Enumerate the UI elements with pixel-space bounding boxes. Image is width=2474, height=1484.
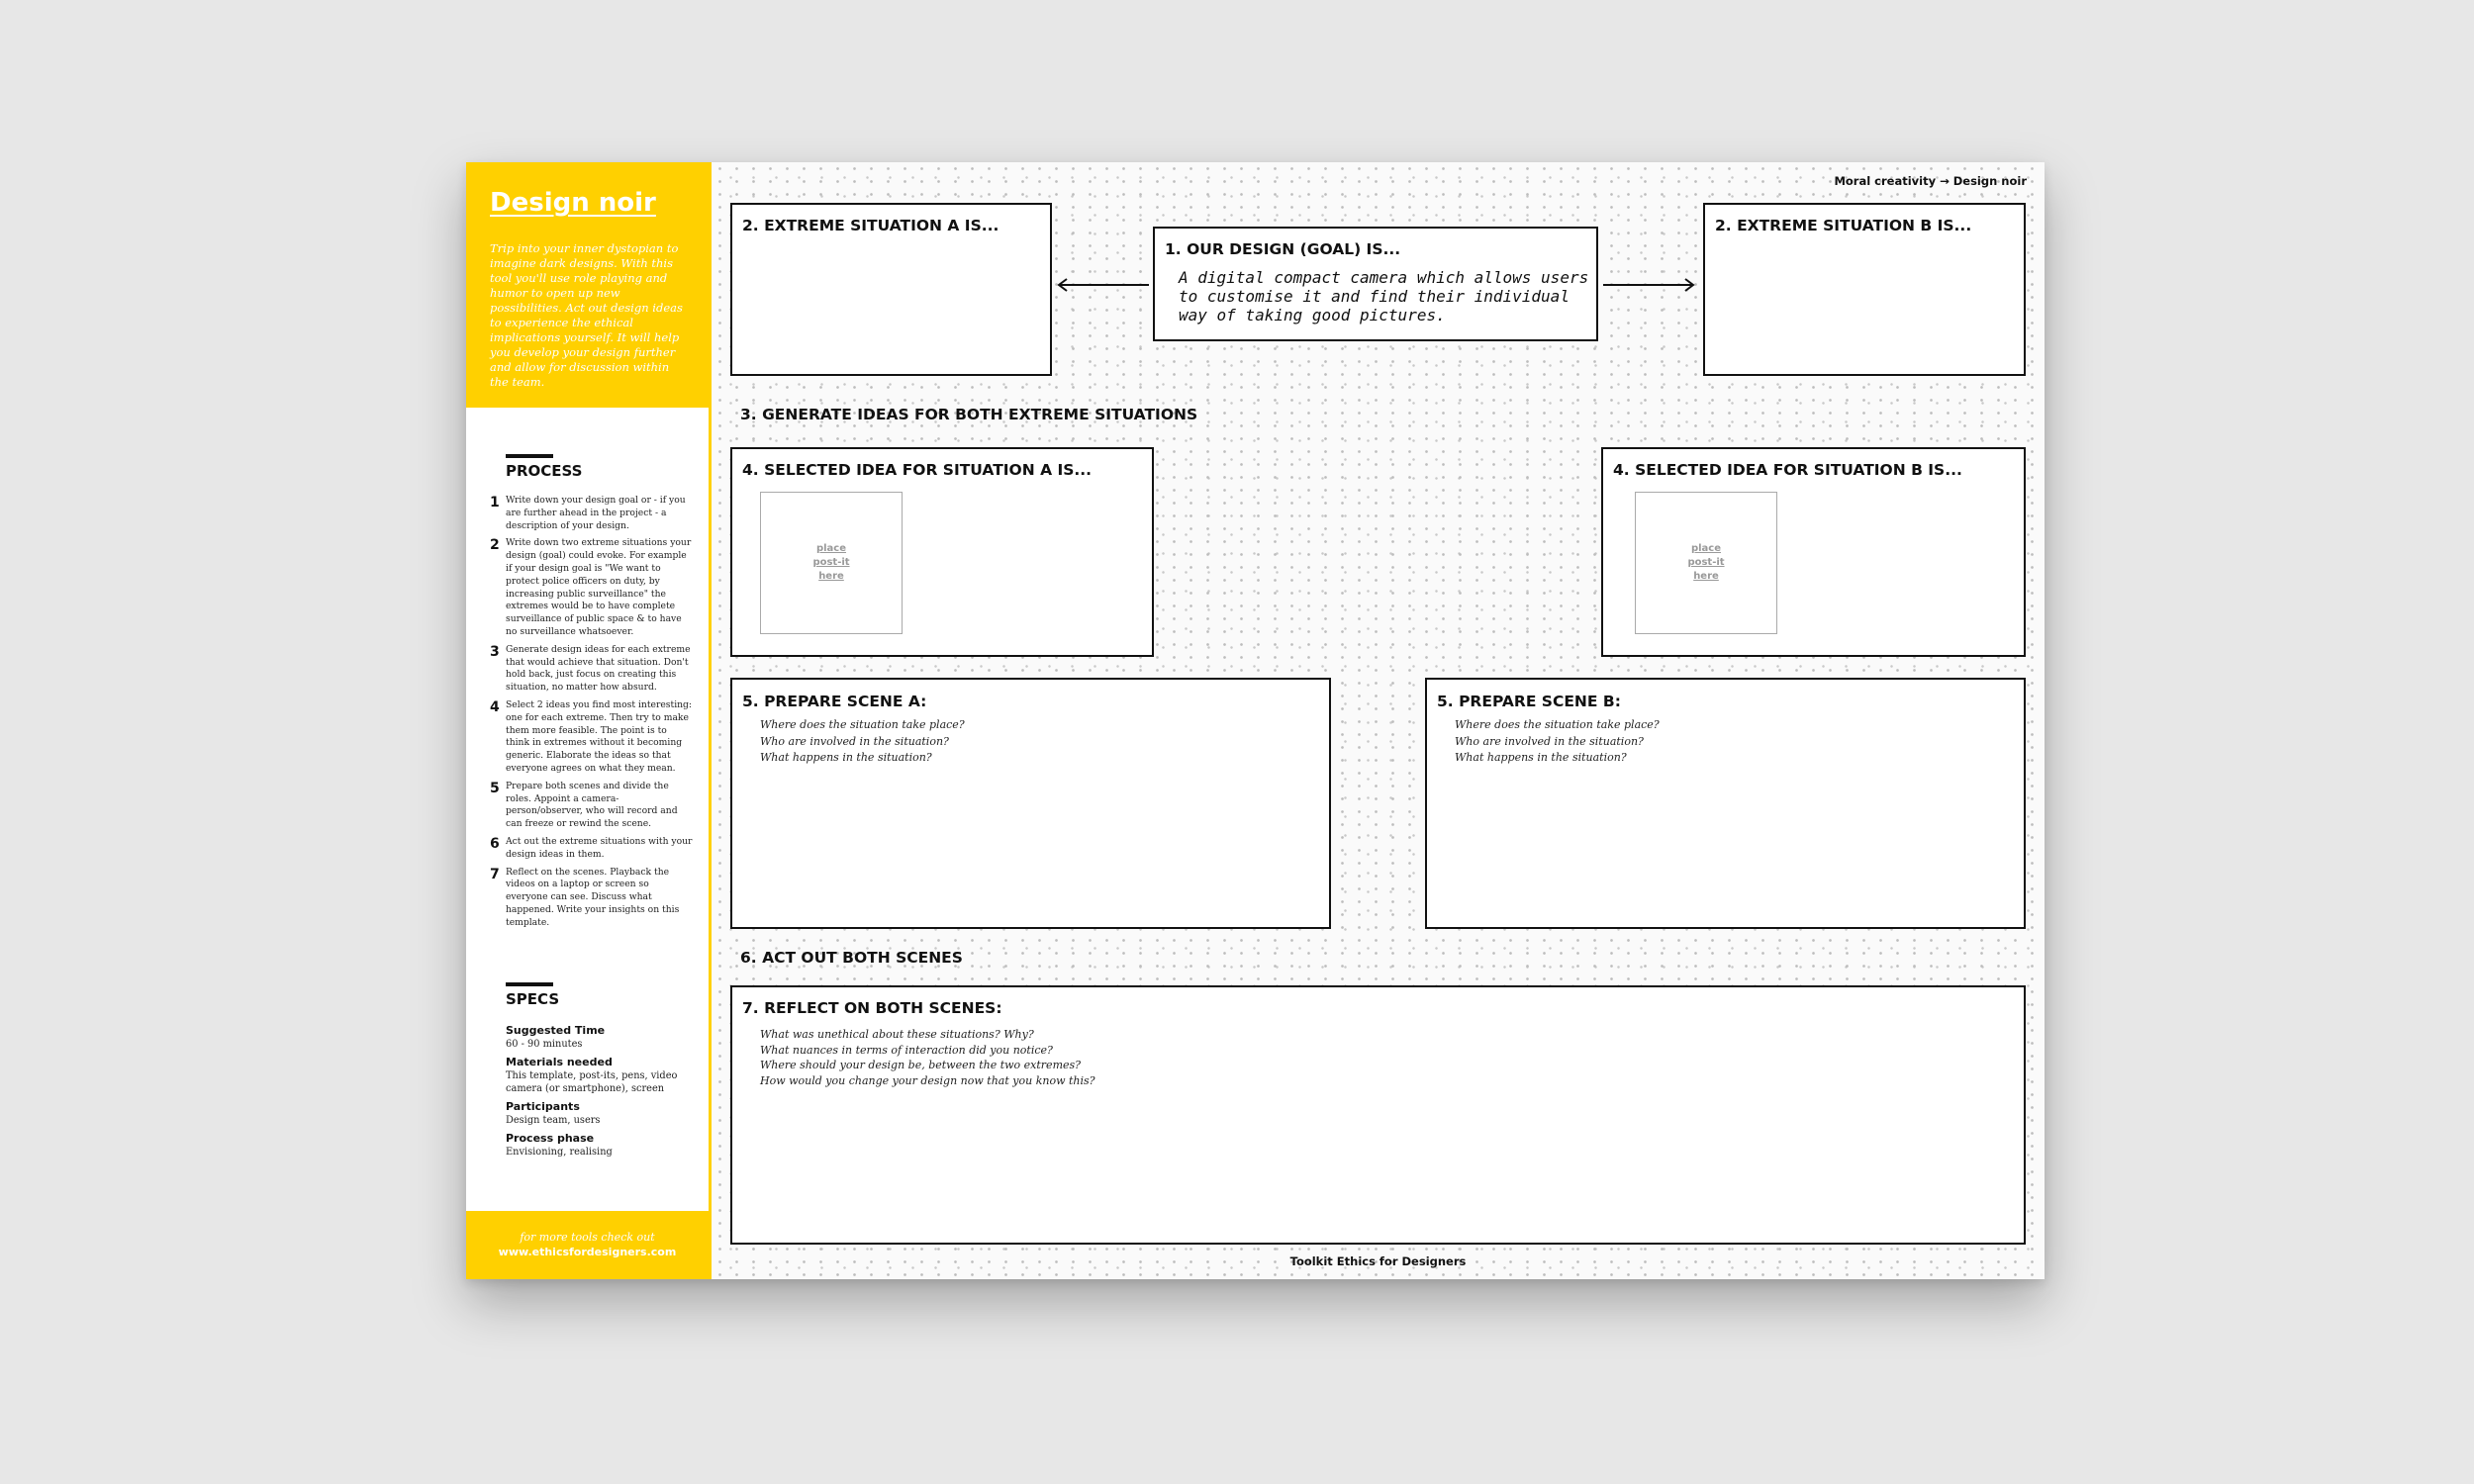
generate-ideas-heading: 3. GENERATE IDEAS FOR BOTH EXTREME SITUATIONS — [740, 406, 1198, 423]
scene-a-questions — [760, 717, 965, 767]
question: Who are involved in the situation? — [1455, 734, 1644, 748]
process-rule — [506, 454, 553, 458]
arrow-left-icon — [1056, 277, 1151, 293]
question: Where should your design be, between the two extremes? — [760, 1059, 1082, 1071]
spec-label: Process phase — [506, 1132, 595, 1145]
question: Where does the situation take place? — [760, 718, 965, 731]
tool-title: Design noir — [490, 188, 656, 218]
sidebar-header — [466, 162, 709, 408]
step-text: Write down two extreme situations your design (goal) could evoke. For example if your design goal is "We want to protect police officers on duty, by increasing public surveillance" the extremes would be to have complete surveillance of public space & to have no surveillance whatsoever. — [506, 537, 692, 637]
question: How would you change your design now that you know this? — [760, 1073, 1095, 1087]
process-steps — [490, 495, 693, 935]
prepare-scene-b-title: 5. PREPARE SCENE B: — [1437, 693, 1621, 710]
reflect-box[interactable] — [730, 985, 2026, 1245]
extreme-situation-a-box[interactable] — [730, 203, 1052, 376]
step-number: 7 — [490, 866, 500, 882]
process-step — [490, 867, 693, 930]
step-text: Prepare both scenes and divide the roles. Appoint a camera-person/observer, who will record and can freeze or rewind the scene. — [506, 780, 678, 830]
spec-value: Design team, users — [506, 1115, 601, 1126]
spec-label: Participants — [506, 1100, 580, 1113]
website-link[interactable]: www.ethicsfordesigners.com — [498, 1246, 677, 1258]
toolkit-credit: Toolkit Ethics for Designers — [1289, 1254, 1467, 1268]
step-text: Generate design ideas for each extreme that would achieve that situation. Don't hold back, just focus on creating this situation, no matter how absurd. — [506, 643, 691, 694]
question: What happens in the situation? — [1455, 751, 1627, 764]
process-step — [490, 699, 693, 776]
postit-hint: place post-it here — [1687, 543, 1725, 582]
design-goal-text: A digital compact camera which allows users to customise it and find their individual way of taking good pictures. — [1179, 268, 1589, 325]
question: What happens in the situation? — [760, 751, 932, 764]
reflect-questions — [760, 1027, 1095, 1088]
act-out-heading: 6. ACT OUT BOTH SCENES — [740, 949, 963, 967]
spec-label: Suggested Time — [506, 1024, 606, 1037]
selected-idea-a-box[interactable] — [730, 447, 1154, 657]
postit-placeholder-a[interactable] — [760, 492, 903, 634]
design-goal-title: 1. OUR DESIGN (GOAL) IS... — [1165, 240, 1401, 258]
extreme-situation-a-title: 2. EXTREME SITUATION A IS... — [742, 217, 999, 234]
design-goal-box[interactable] — [1153, 227, 1598, 341]
spec-value: This template, post-its, pens, video camera (or smartphone), screen — [506, 1070, 678, 1094]
postit-hint: place post-it here — [812, 543, 850, 582]
process-title: PROCESS — [506, 462, 583, 480]
question: Where does the situation take place? — [1455, 718, 1660, 731]
process-step — [490, 781, 693, 831]
sidebar-footer — [466, 1211, 709, 1279]
step-number: 6 — [490, 835, 500, 852]
sidebar — [466, 162, 712, 1279]
tool-intro: Trip into your inner dystopian to imagine dark designs. With this tool you'll use role playing and humor to open up new possibilities. Act out design ideas to experience the ethical implications yourself. It will help you develop your design further and allow for discussion within the team. — [490, 241, 683, 389]
step-text: Write down your design goal or - if you are further ahead in the project - a description of your design. — [506, 495, 686, 531]
step-number: 5 — [490, 780, 500, 796]
prepare-scene-a-box[interactable] — [730, 678, 1331, 929]
step-number: 3 — [490, 643, 500, 660]
reflect-title: 7. REFLECT ON BOTH SCENES: — [742, 999, 1002, 1017]
question: What was unethical about these situations? Why? — [760, 1028, 1034, 1041]
worksheet-area — [712, 162, 2045, 1279]
question: Who are involved in the situation? — [760, 734, 949, 748]
scene-b-questions — [1455, 717, 1660, 767]
selected-idea-b-title: 4. SELECTED IDEA FOR SITUATION B IS... — [1613, 461, 1962, 479]
process-step — [490, 836, 693, 862]
footer-caption: for more tools check out — [520, 1231, 655, 1244]
prepare-scene-b-box[interactable] — [1425, 678, 2026, 929]
process-step — [490, 537, 693, 638]
design-noir-template — [466, 162, 2045, 1279]
specs-rule — [506, 982, 553, 986]
spec-value: Envisioning, realising — [506, 1147, 613, 1158]
step-number: 1 — [490, 495, 500, 510]
spec-value: 60 - 90 minutes — [506, 1039, 583, 1050]
selected-idea-b-box[interactable] — [1601, 447, 2026, 657]
question: What nuances in terms of interaction did you notice? — [760, 1043, 1053, 1057]
extreme-situation-b-box[interactable] — [1703, 203, 2026, 376]
selected-idea-a-title: 4. SELECTED IDEA FOR SITUATION A IS... — [742, 461, 1093, 479]
postit-placeholder-b[interactable] — [1635, 492, 1777, 634]
prepare-scene-a-title: 5. PREPARE SCENE A: — [742, 693, 927, 710]
spec-label: Materials needed — [506, 1056, 613, 1068]
step-number: 2 — [490, 537, 500, 554]
specs-title: SPECS — [506, 990, 560, 1008]
step-text: Reflect on the scenes. Playback the videos on a laptop or screen so everyone can see. Discuss what happened. Write your insights on this template. — [506, 866, 680, 928]
step-number: 4 — [490, 698, 500, 715]
arrow-right-icon — [1601, 277, 1696, 293]
process-step — [490, 644, 693, 695]
step-text: Act out the extreme situations with your design ideas in them. — [506, 835, 693, 860]
process-step — [490, 495, 693, 532]
breadcrumb: Moral creativity → Design noir — [1834, 174, 2027, 188]
step-text: Select 2 ideas you find most interesting: one for each extreme. Then try to make them more feasible. The point is to think in extremes without it becoming generic. Elaborate the ideas so that everyone agrees on what they mean. — [506, 698, 693, 774]
extreme-situation-b-title: 2. EXTREME SITUATION B IS... — [1715, 217, 1972, 234]
specs-list — [506, 1019, 694, 1159]
